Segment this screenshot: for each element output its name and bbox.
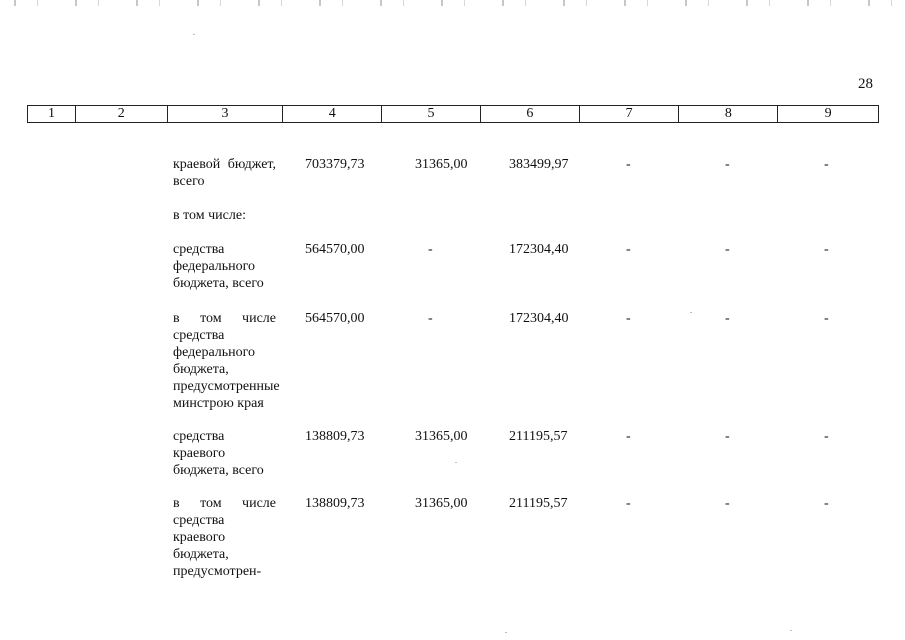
header-cell-4: 4 bbox=[282, 106, 381, 122]
scan-speck bbox=[690, 312, 692, 313]
cell-col-4: 564570,00 bbox=[305, 242, 365, 257]
cell-col-5: - bbox=[428, 242, 433, 257]
cell-col-4: 138809,73 bbox=[305, 496, 365, 511]
scan-speck bbox=[790, 630, 792, 631]
row-description: в том числе средства краевого бюджета, предусмотрен- bbox=[173, 496, 276, 579]
row-description: краевой бюджет, всего bbox=[173, 157, 276, 189]
header-cell-2: 2 bbox=[75, 106, 167, 122]
row-description: в том числе средства федерального бюджета, предусмотренные минстрою края bbox=[173, 311, 280, 411]
header-cell-3: 3 bbox=[167, 106, 283, 122]
cell-col-5: 31365,00 bbox=[415, 429, 468, 444]
header-cell-6: 6 bbox=[480, 106, 579, 122]
cell-col-5: 31365,00 bbox=[415, 496, 468, 511]
row-description: средства краевого бюджета, всего bbox=[173, 429, 264, 478]
cell-col-6: 383499,97 bbox=[509, 157, 569, 172]
scan-speck bbox=[193, 34, 195, 35]
cell-col-9: - bbox=[824, 242, 829, 257]
cell-col-8: - bbox=[725, 311, 730, 326]
cell-col-9: - bbox=[824, 311, 829, 326]
cell-col-8: - bbox=[725, 242, 730, 257]
cell-col-7: - bbox=[626, 157, 631, 172]
cell-col-9: - bbox=[824, 496, 829, 511]
cell-col-6: 211195,57 bbox=[509, 429, 568, 444]
header-cell-7: 7 bbox=[579, 106, 679, 122]
header-cell-8: 8 bbox=[678, 106, 777, 122]
header-cell-5: 5 bbox=[381, 106, 480, 122]
page-number: 28 bbox=[858, 76, 873, 92]
cell-col-8: - bbox=[725, 496, 730, 511]
scan-edge-artifact bbox=[0, 0, 905, 6]
cell-col-7: - bbox=[626, 429, 631, 444]
cell-col-8: - bbox=[725, 429, 730, 444]
cell-col-7: - bbox=[626, 496, 631, 511]
cell-col-6: 172304,40 bbox=[509, 311, 569, 326]
header-cell-1: 1 bbox=[47, 106, 55, 121]
cell-col-9: - bbox=[824, 429, 829, 444]
cell-col-4: 138809,73 bbox=[305, 429, 365, 444]
cell-col-4: 703379,73 bbox=[305, 157, 365, 172]
scan-speck bbox=[455, 462, 457, 463]
cell-col-5: 31365,00 bbox=[415, 157, 468, 172]
scan-speck bbox=[505, 632, 507, 633]
cell-col-9: - bbox=[824, 157, 829, 172]
row-description: в том числе: bbox=[173, 208, 246, 223]
column-number-header bbox=[27, 105, 879, 123]
cell-col-4: 564570,00 bbox=[305, 311, 365, 326]
header-cell-9: 9 bbox=[777, 106, 878, 122]
cell-col-5: - bbox=[428, 311, 433, 326]
cell-col-7: - bbox=[626, 311, 631, 326]
cell-col-8: - bbox=[725, 157, 730, 172]
cell-col-7: - bbox=[626, 242, 631, 257]
row-description: средства федерального бюджета, всего bbox=[173, 242, 264, 291]
cell-col-6: 211195,57 bbox=[509, 496, 568, 511]
cell-col-6: 172304,40 bbox=[509, 242, 569, 257]
